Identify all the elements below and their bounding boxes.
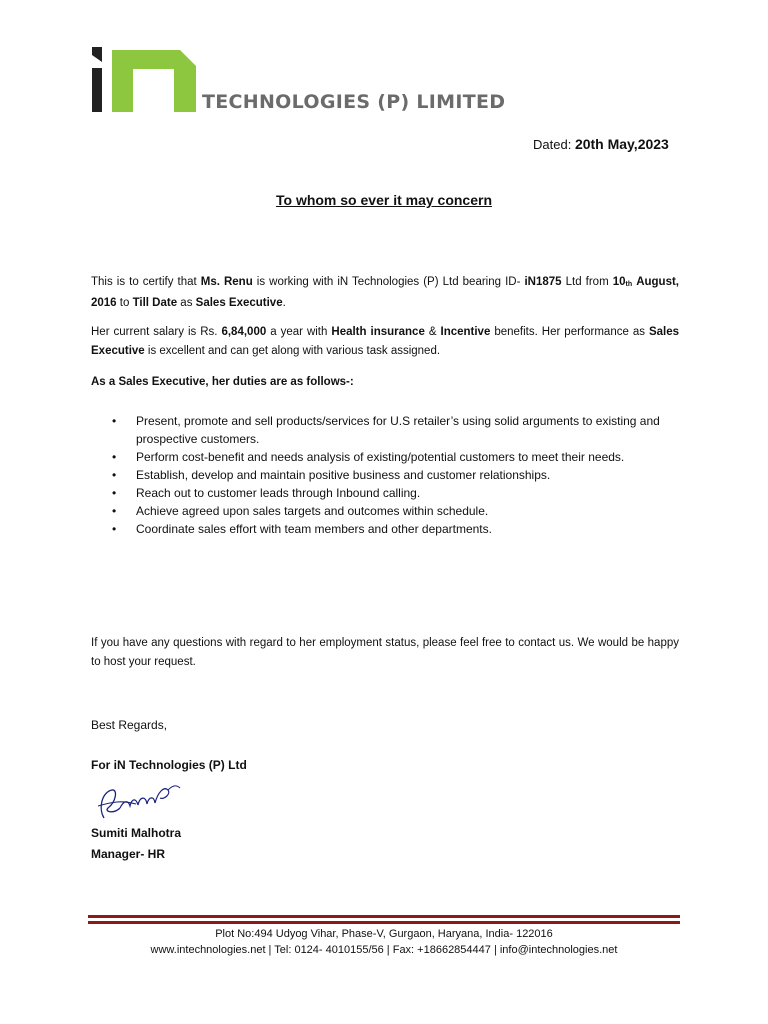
company-name: TECHNOLOGIES (P) LIMITED [202, 91, 506, 113]
salary-paragraph: Her current salary is Rs. 6,84,000 a year with Health insurance & Incentive benefits. Her performance as Sales Executive is excellent and can get along with various task assigned. [91, 326, 680, 357]
benefit-health: Health insurance [331, 326, 425, 338]
footer-divider-bottom [88, 921, 680, 924]
subject-line: To whom so ever it may concern [275, 192, 493, 208]
end-date: Till Date [132, 297, 178, 309]
date-value: 20th May,2023 [574, 136, 669, 152]
list-item: • Coordinate sales effort with team members and other departments. [112, 522, 492, 536]
logo-n-shape [112, 50, 196, 112]
logo-i-stem [92, 68, 102, 112]
benefit-incentive: Incentive [440, 326, 491, 338]
list-item: • Achieve agreed upon sales targets and outcomes within schedule. [112, 504, 489, 518]
list-item: • Reach out to customer leads through Inbound calling. [112, 486, 421, 500]
duties-list [112, 412, 682, 538]
footer-address: Plot No:494 Udyog Vihar, Phase-V, Gurgaon, Haryana, India- 122016 [215, 928, 553, 940]
start-date: August, 2016 [91, 276, 679, 309]
bullet-icon: • [112, 486, 117, 500]
start-day: 10 [612, 276, 626, 288]
employee-name: Ms. Renu [200, 276, 253, 288]
bullet-icon: • [112, 468, 117, 482]
contact-paragraph: If you have any questions with regard to her employment status, please feel free to contact us. We would be happy to host your request. [91, 637, 679, 668]
list-item: • Establish, develop and maintain positive business and customer relationships. [112, 468, 551, 482]
duties-heading: As a Sales Executive, her duties are as follows-: [91, 376, 354, 388]
signer-name: Sumiti Malhotra [91, 826, 182, 840]
closing-company: For iN Technologies (P) Ltd [91, 758, 247, 772]
employee-role: Sales Executive [195, 297, 283, 309]
footer-divider-top [88, 915, 680, 918]
footer-contact: www.intechnologies.net | Tel: 0124- 4010155/56 | Fax: +18662854447 | info@intechnologies.net [150, 944, 618, 956]
salary-amount: 6,84,000 [221, 326, 267, 338]
employee-id: iN1875 [524, 276, 562, 288]
performance-role: Sales Executive [91, 326, 680, 357]
bullet-icon: • [112, 450, 117, 464]
bullet-icon: • [112, 414, 117, 428]
list-item: • Perform cost-benefit and needs analysis of existing/potential customers to meet their needs. [112, 450, 625, 464]
list-item: • Present, promote and sell products/services for U.S retailer’s using solid arguments to existing and prospective customers. [112, 414, 660, 446]
signature [92, 778, 187, 826]
date-label: Dated: [533, 137, 572, 152]
certification-paragraph: This is to certify that Ms. Renu is working with iN Technologies (P) Ltd bearing ID- iN1875 Ltd from 10th August, 2016 to Till Date as Sales Executive. [91, 276, 679, 309]
bullet-icon: • [112, 522, 117, 536]
closing-regards: Best Regards, [91, 718, 168, 732]
bullet-icon: • [112, 504, 117, 518]
logo-i-dot [92, 47, 102, 62]
signer-title: Manager- HR [91, 847, 166, 861]
letter-date [533, 136, 669, 152]
